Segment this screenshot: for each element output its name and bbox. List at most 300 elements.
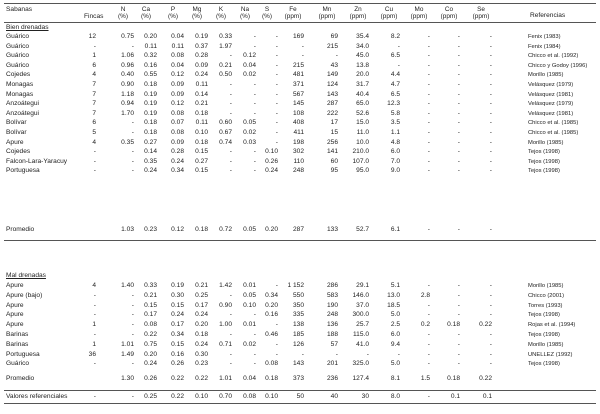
promedio-value: 0.04: [243, 375, 256, 382]
row-value: 9.4: [390, 340, 400, 348]
referenciales-value: -: [427, 393, 430, 400]
row-value: 1.06: [121, 52, 134, 60]
row-value: 5.0: [390, 360, 400, 368]
row-reference: Tejos (1998): [528, 332, 560, 338]
referenciales-value: 0.10: [195, 393, 208, 400]
row-value: 0.24: [144, 360, 157, 368]
row-value: 0.20: [195, 321, 208, 329]
row-reference: Chicco et al. (1985): [528, 130, 579, 136]
row-fincas: 6: [92, 61, 96, 69]
row-value: 0.11: [144, 42, 157, 50]
row-value: 1.1: [390, 129, 400, 136]
row-value: 1.42: [219, 282, 232, 289]
row-value: 0.18: [447, 321, 460, 329]
row-value: 0.14: [144, 148, 157, 156]
header-sabanas: Sabanas: [6, 6, 33, 13]
row-value: -: [275, 282, 278, 289]
row-value: -: [489, 52, 492, 60]
row-value: 35.4: [356, 33, 369, 40]
row-name: Apure: [6, 321, 24, 329]
row-value: 1.97: [219, 42, 232, 50]
referenciales-value: 0.25: [144, 393, 157, 400]
row-value: -: [457, 129, 460, 136]
row-value: 0.32: [144, 52, 157, 60]
row-reference: Velásquez (1979): [528, 82, 574, 88]
row-value: 6.0: [390, 331, 400, 338]
row-value: 7.0: [390, 157, 400, 165]
row-value: -: [275, 33, 278, 40]
row-reference: Tejos (1998): [528, 149, 560, 156]
row-value: 95: [330, 167, 338, 175]
row-value: -: [457, 119, 460, 127]
row-value: 0.21: [219, 61, 232, 69]
promedio-value: 0.26: [144, 375, 157, 382]
row-value: -: [427, 81, 430, 88]
row-reference: Morillo (1985): [528, 139, 564, 146]
promedio-value: 1.03: [121, 226, 134, 233]
row-value: -: [489, 311, 492, 319]
row-value: 43: [330, 61, 338, 69]
row-value: -: [131, 167, 134, 175]
row-value: -: [301, 42, 304, 50]
row-value: 1.70: [121, 109, 134, 117]
referenciales-value: 0.10: [265, 393, 278, 400]
promedio-label: Promedio: [6, 226, 35, 233]
row-name: Guárico: [6, 42, 30, 50]
row-value: -: [253, 33, 256, 40]
referenciales-value: 30: [361, 393, 369, 400]
section-rule: [4, 240, 596, 241]
row-value: 0.24: [265, 167, 278, 175]
header-col-element: Ca: [141, 6, 151, 13]
row-value: -: [427, 148, 430, 156]
row-value: 215: [292, 61, 304, 69]
row-value: 0.21: [144, 291, 157, 299]
row-value: 0.55: [144, 71, 157, 79]
row-value: 188: [326, 331, 338, 338]
row-value: -: [489, 81, 492, 88]
row-value: 0.18: [195, 331, 208, 338]
row-value: 0.19: [144, 90, 157, 98]
row-value: 31.7: [356, 81, 369, 88]
row-value: 0.24: [195, 311, 208, 319]
referenciales-label: Valores referenciales: [6, 393, 68, 400]
row-name: Barinas: [6, 340, 29, 348]
promedio-value: 287: [292, 226, 304, 233]
header-col-element: Fe: [289, 6, 297, 13]
row-reference: Tejos (1998): [528, 312, 560, 319]
row-value: -: [427, 311, 430, 319]
row-value: -: [131, 301, 134, 309]
header-col-unit: (%): [262, 13, 272, 20]
section-bien-drenadas: Bien drenadas: [6, 24, 49, 31]
row-value: 550: [292, 291, 304, 299]
row-value: 141: [326, 148, 338, 156]
row-value: 0.08: [265, 360, 278, 368]
row-value: -: [457, 360, 460, 368]
row-value: 1.00: [219, 321, 232, 329]
promedio-value: 133: [326, 226, 338, 233]
referenciales-value: 50: [296, 393, 304, 400]
row-reference: Tejos (1998): [528, 168, 560, 175]
row-value: -: [229, 90, 232, 98]
row-value: 567: [292, 90, 304, 98]
row-value: -: [275, 138, 278, 146]
row-value: -: [275, 119, 278, 127]
row-value: 0.23: [195, 360, 208, 368]
row-value: -: [489, 148, 492, 156]
row-value: 110: [293, 157, 304, 165]
row-value: -: [229, 360, 232, 368]
row-value: -: [489, 331, 492, 338]
row-name: Cojedes: [6, 148, 31, 156]
row-value: 0.07: [171, 119, 184, 127]
promedio-value: 0.18: [195, 226, 208, 233]
row-value: -: [253, 81, 256, 88]
row-value: -: [427, 71, 430, 79]
row-name: Guárico: [6, 61, 30, 69]
row-value: 0.94: [121, 100, 134, 108]
promedio-value: -: [457, 226, 460, 233]
row-value: -: [253, 311, 256, 319]
row-reference: Chicco (2001): [528, 292, 565, 299]
row-value: 222: [326, 109, 338, 117]
row-value: -: [457, 340, 460, 348]
row-value: -: [427, 360, 430, 368]
row-value: 0.16: [265, 311, 278, 319]
row-value: 0.26: [171, 360, 184, 368]
row-value: -: [229, 331, 232, 338]
header-col-element: Mo: [414, 6, 424, 13]
row-value: -: [489, 291, 492, 299]
row-value: 1.49: [121, 350, 134, 358]
header-col-element: Zn: [354, 6, 362, 13]
row-value: 65.0: [356, 100, 369, 108]
row-value: 481: [292, 71, 304, 79]
row-value: 0.01: [243, 282, 256, 289]
row-value: -: [131, 311, 134, 319]
row-value: 0.34: [171, 167, 184, 175]
row-value: -: [427, 301, 430, 309]
row-value: -: [253, 157, 256, 165]
row-value: -: [427, 350, 430, 358]
row-value: 248: [292, 167, 304, 175]
header-col-unit: (ppm): [410, 13, 428, 20]
row-value: -: [489, 360, 492, 368]
row-value: 0.34: [171, 331, 184, 338]
section-rule: [4, 390, 596, 391]
row-fincas: -: [93, 301, 96, 309]
row-value: 371: [292, 81, 304, 88]
row-fincas: -: [93, 291, 96, 299]
row-value: 0.17: [144, 311, 157, 319]
promedio-value: 6.1: [390, 226, 400, 233]
row-value: -: [427, 129, 430, 136]
row-value: 0.90: [219, 301, 232, 309]
row-fincas: 4: [92, 138, 96, 146]
header-col-unit: (%): [192, 13, 202, 20]
row-value: -: [229, 100, 232, 108]
row-value: 29.1: [356, 282, 369, 289]
row-value: -: [457, 350, 460, 358]
row-value: -: [457, 331, 460, 338]
row-value: 300.0: [352, 311, 369, 319]
row-value: 20.0: [356, 71, 369, 79]
row-value: 0.28: [195, 52, 208, 60]
row-value: -: [457, 291, 460, 299]
row-value: 248: [326, 311, 338, 319]
row-name: Apure: [6, 311, 24, 319]
header-col-unit: (%): [216, 13, 226, 20]
row-value: 0.08: [171, 109, 184, 117]
row-value: -: [427, 42, 430, 50]
row-value: 408: [292, 119, 304, 127]
row-value: -: [489, 167, 492, 175]
row-fincas: 7: [92, 90, 96, 98]
row-value: 256: [326, 138, 338, 146]
header-col-element: Se: [477, 6, 485, 13]
row-value: 0.75: [121, 33, 134, 40]
row-value: 0.15: [144, 301, 157, 309]
row-value: -: [275, 321, 278, 329]
row-value: -: [229, 350, 232, 358]
row-value: 0.71: [219, 340, 232, 348]
row-value: 0.08: [144, 321, 157, 329]
row-value: 0.19: [171, 282, 184, 289]
row-value: -: [229, 157, 232, 165]
row-value: 0.12: [171, 100, 184, 108]
row-value: 37.0: [356, 301, 369, 309]
row-value: 0.18: [144, 119, 157, 127]
row-value: 0.19: [195, 33, 208, 40]
row-fincas: 1: [92, 340, 96, 348]
header-col-element: Co: [444, 6, 454, 13]
row-reference: Torres (1993): [528, 302, 563, 309]
header-col-unit: (ppm): [380, 13, 398, 20]
section-mal-drenadas: Mal drenadas: [6, 272, 46, 279]
promedio-value: 127.4: [352, 375, 369, 382]
row-fincas: -: [93, 311, 96, 319]
row-fincas: 12: [88, 33, 96, 40]
header-col-unit: (%): [141, 13, 151, 20]
row-value: -: [427, 61, 430, 69]
row-name: Anzoátegui: [6, 109, 39, 117]
row-value: 0.12: [171, 71, 184, 79]
header-col-unit: (ppm): [440, 13, 458, 20]
header-col-unit: (%): [240, 13, 250, 20]
row-value: -: [457, 52, 460, 60]
promedio-value: 52.7: [356, 226, 369, 233]
promedio-value: -: [489, 226, 492, 233]
row-reference: Morillo (1985): [528, 72, 564, 79]
row-value: -: [457, 157, 460, 165]
row-value: 0.09: [195, 61, 208, 69]
row-value: 0.15: [171, 301, 184, 309]
row-reference: Velásquez (1981): [528, 91, 574, 98]
row-reference: Chicco y Godoy (1996): [528, 62, 588, 69]
row-value: -: [427, 52, 430, 60]
header-col-unit: (ppm): [349, 13, 367, 20]
row-value: 0.14: [195, 90, 208, 98]
row-value: -: [427, 340, 430, 348]
row-value: 9.0: [390, 167, 400, 175]
row-value: 0.25: [195, 291, 208, 299]
promedio-value: 1.5: [420, 375, 430, 382]
row-name: Falcon-Lara-Yaracuy: [6, 157, 68, 165]
row-value: -: [457, 148, 460, 156]
referenciales-value: 0.22: [171, 393, 184, 400]
header-col-element: N: [120, 6, 126, 13]
row-value: 0.27: [195, 157, 208, 165]
promedio-value: 1.30: [121, 375, 134, 382]
row-value: 5.1: [390, 282, 400, 289]
row-value: -: [335, 52, 338, 60]
bottom-rule: [4, 403, 596, 404]
row-value: -: [253, 167, 256, 175]
row-value: 0.33: [144, 282, 157, 289]
row-value: 138: [292, 321, 304, 329]
row-value: 13.0: [387, 291, 400, 299]
row-value: -: [275, 90, 278, 98]
row-value: -: [131, 119, 134, 127]
header-col-unit: (%): [118, 13, 128, 20]
row-reference: Chicco et al. (1985): [528, 120, 579, 127]
row-fincas: -: [93, 157, 96, 165]
row-value: 350: [292, 301, 304, 309]
row-value: 69: [330, 33, 338, 40]
promedio-value: 0.18: [447, 375, 460, 382]
row-fincas: 1: [92, 52, 96, 60]
row-value: 0.20: [144, 350, 157, 358]
row-value: 95.0: [356, 167, 369, 175]
row-value: -: [427, 90, 430, 98]
row-value: -: [131, 360, 134, 368]
row-value: -: [253, 360, 256, 368]
row-value: 0.02: [243, 71, 256, 79]
row-value: -: [489, 71, 492, 79]
row-value: -: [301, 350, 304, 358]
row-name: Apure (bajo): [6, 291, 43, 299]
row-value: 335: [292, 311, 304, 319]
row-value: -: [275, 100, 278, 108]
row-reference: Velásquez (1981): [528, 110, 574, 117]
header-col-unit: (ppm): [284, 13, 302, 20]
row-value: 0.09: [171, 90, 184, 98]
row-value: 0.03: [243, 138, 256, 146]
row-value: 286: [326, 282, 338, 289]
row-value: 108: [292, 109, 304, 117]
row-value: 0.30: [195, 350, 208, 358]
header-col-element: Cu: [384, 6, 394, 13]
row-value: 0.05: [243, 119, 256, 127]
promedio-value: 0.18: [265, 375, 278, 382]
row-value: -: [427, 109, 430, 117]
row-value: -: [275, 52, 278, 60]
header-fincas: Fincas: [84, 13, 104, 20]
row-value: -: [253, 42, 256, 50]
row-value: -: [489, 100, 492, 108]
row-value: 0.35: [144, 157, 157, 165]
header-col-element: S: [264, 6, 270, 13]
row-value: 0.21: [195, 100, 208, 108]
row-value: 0.10: [265, 148, 278, 156]
row-value: 0.18: [195, 109, 208, 117]
row-value: 583: [326, 291, 338, 299]
row-value: -: [131, 148, 134, 156]
row-value: 0.24: [144, 167, 157, 175]
promedio-label: Promedio: [6, 375, 35, 382]
row-value: -: [457, 42, 460, 50]
row-name: Guárico: [6, 360, 30, 368]
row-fincas: 7: [92, 81, 96, 88]
row-value: -: [275, 42, 278, 50]
row-value: 0.26: [265, 157, 278, 165]
row-value: 60: [330, 157, 338, 165]
row-value: 0.35: [121, 138, 134, 146]
row-name: Barinas: [6, 331, 29, 338]
row-fincas: -: [93, 148, 96, 156]
row-value: -: [489, 90, 492, 98]
row-value: 17: [330, 119, 338, 127]
header-col-unit: (%): [168, 13, 178, 20]
row-value: 0.02: [243, 340, 256, 348]
row-value: 0.02: [243, 129, 256, 136]
row-value: 6.5: [390, 52, 400, 60]
row-value: 143: [292, 360, 304, 368]
row-value: -: [427, 282, 430, 289]
row-value: 0.19: [144, 109, 157, 117]
row-value: 0.18: [144, 81, 157, 88]
row-value: -: [489, 129, 492, 136]
row-value: 11.0: [356, 129, 369, 136]
header-col-element: Mn: [322, 6, 332, 13]
promedio-value: 236: [326, 375, 338, 382]
row-fincas: -: [93, 331, 96, 338]
row-reference: Rojas et al. (1994): [528, 322, 576, 329]
row-name: Bolívar: [6, 119, 27, 127]
row-reference: Tejos (1998): [528, 158, 560, 165]
row-value: 13.8: [356, 61, 369, 69]
row-reference: Fenix (1983): [528, 34, 561, 40]
header-col-element: Na: [240, 6, 250, 13]
row-name: Cojedes: [6, 71, 31, 79]
row-value: -: [457, 138, 460, 146]
referenciales-value: 0.1: [482, 393, 492, 400]
row-value: 0.20: [265, 301, 278, 309]
row-value: -: [229, 109, 232, 117]
row-value: 0.05: [243, 291, 256, 299]
row-value: 198: [292, 138, 304, 146]
row-value: 0.04: [171, 61, 184, 69]
row-fincas: 1: [92, 321, 96, 329]
row-value: 145: [292, 100, 304, 108]
referenciales-value: 8.0: [390, 393, 400, 400]
header-referencias: Referencias: [530, 12, 566, 19]
row-value: 2.8: [420, 291, 430, 299]
row-value: -: [397, 61, 400, 69]
row-value: -: [229, 148, 232, 156]
row-value: 1.01: [121, 340, 134, 348]
row-value: 0.16: [171, 350, 184, 358]
row-value: 4.4: [390, 71, 400, 79]
row-value: 0.30: [171, 291, 184, 299]
row-fincas: -: [93, 42, 96, 50]
top-rule: [4, 3, 596, 4]
header-col-unit: (ppm): [318, 13, 336, 20]
row-value: 6.5: [390, 90, 400, 98]
row-value: -: [457, 90, 460, 98]
row-value: -: [489, 61, 492, 69]
